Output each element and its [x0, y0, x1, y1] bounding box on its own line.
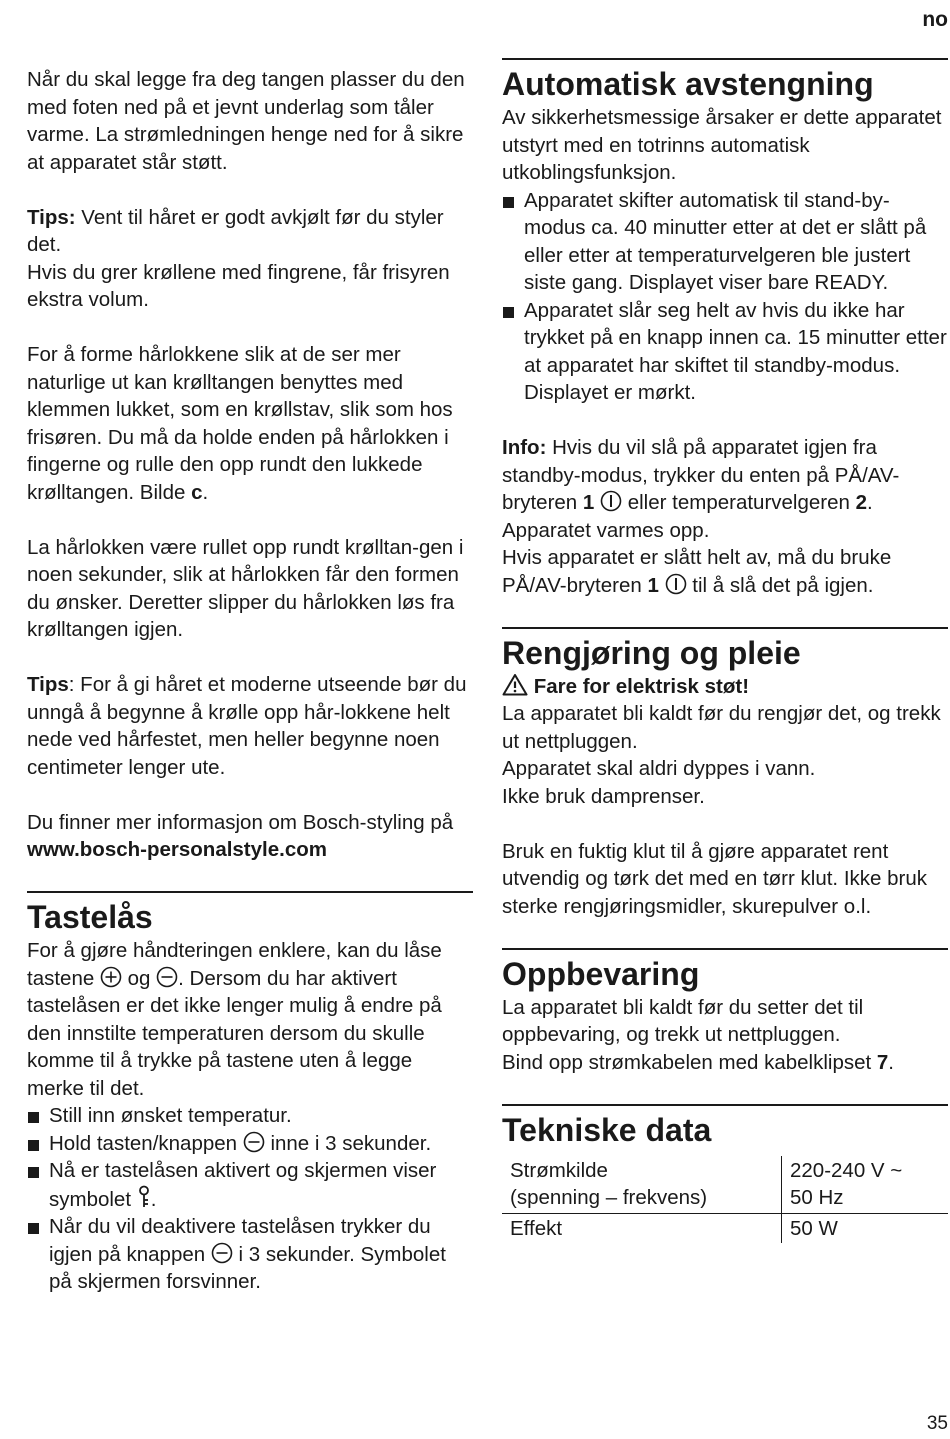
section-cleaning	[502, 627, 948, 921]
section-automatic-shutoff	[502, 58, 948, 599]
plus-circle-icon	[100, 966, 122, 988]
tips-text: : For å gi håret et moderne utseende bør du unngå å begynne å krølle opp hår-lokkene helt nede ved hårfestet, men heller begynne noen centimeter lenger ute.	[27, 673, 467, 779]
tips-text: Vent til håret er godt avkjølt før du styler det.	[27, 205, 444, 256]
ref-number: 2	[855, 491, 868, 514]
cleaning-p4: Bruk en fuktig klut til å gjøre apparatet rent utvendig og tørk det med en tørr klut. Ikke bruk sterke rengjøringsmidler, skurepulver o.l.	[502, 839, 927, 918]
tips-label: Tips:	[27, 205, 76, 229]
section-technical-data	[502, 1104, 948, 1244]
list-item	[27, 1130, 473, 1158]
table-row	[502, 1156, 948, 1214]
period: .	[202, 480, 209, 504]
tastelas-intro	[27, 937, 473, 1102]
list-item	[27, 1157, 473, 1213]
tastelas-steps	[27, 1102, 473, 1296]
section-title: Rengjøring og pleie	[502, 634, 801, 671]
b2-a: Hold tasten/knappen	[49, 1131, 243, 1155]
info-e: Hvis apparatet er slått helt av, må du bruke PÅ/AV-bryteren	[502, 546, 892, 597]
spec-key	[502, 1156, 782, 1214]
power-switch-icon	[665, 573, 687, 595]
list-item	[27, 1213, 473, 1296]
info-label: Info:	[502, 436, 547, 459]
language-code: no	[922, 8, 948, 31]
website-link[interactable]: www.bosch-personalstyle.com	[27, 838, 327, 861]
intro-b: og	[121, 966, 157, 990]
cleaning-p1: La apparatet bli kaldt før du rengjør det, og trekk ut nettpluggen.	[502, 702, 941, 753]
spec-table	[502, 1156, 948, 1244]
tips-cooling	[27, 204, 473, 314]
page-number: 35	[926, 1413, 948, 1434]
minus-circle-icon	[211, 1242, 233, 1264]
b4-a: Når du vil deaktivere tastelåsen trykker du igjen på knappen	[49, 1215, 431, 1266]
intro-a: For å gjøre håndteringen enklere, kan du låse tastene	[27, 939, 442, 990]
spec-key-b: (spenning – frekvens)	[510, 1186, 708, 1209]
intro-c: . Dersom du har aktivert tastelåsen er det ikke lenger mulig å endre på den innstilte temperaturen dersom du skulle komme til å trykke på tastene uten å legge merke til det.	[27, 966, 442, 1100]
minus-circle-icon	[156, 966, 178, 988]
storage-p2	[502, 1049, 948, 1077]
info-paragraph	[502, 434, 948, 599]
curl-text: For å forme hårlokkene slik at de ser mer naturlige ut kan krølltangen benyttes med klemmen lukket, som en krøllstav, slik som hos frisøren. Du må da holde enden på hårlokken i fingerne og rulle den opp rundt den lukkede krølltangen. Bilde	[27, 343, 453, 504]
tips-modern-look	[27, 671, 473, 781]
info-b: eller temperaturvelgeren	[622, 491, 856, 514]
info-a: Hvis du vil slå på apparatet igjen fra standby-modus, trykker du enten på PÅ/AV-bryteren	[502, 436, 900, 514]
section-title: Automatisk avstengning	[502, 66, 874, 102]
power-switch-icon	[600, 490, 622, 512]
storage-p1: La apparatet bli kaldt før du setter det til oppbevaring, og trekk ut nettpluggen.	[502, 995, 864, 1046]
spec-value	[782, 1156, 949, 1214]
list-item: Apparatet slår seg helt av hvis du ikke har trykket på en knapp innen ca. 15 minutter etter at apparatet har skiftet til standby-modus. Displayet er mørkt.	[502, 297, 948, 407]
b3-a: Nå er tastelåsen aktivert og skjermen viser symbolet	[49, 1159, 437, 1211]
auto-intro: Av sikkerhetsmessige årsaker er dette apparatet utstyrt med en totrinns automatisk utkoblingsfunksjon.	[502, 106, 942, 184]
info-f: til å slå det på igjen.	[686, 573, 874, 597]
spec-value-b: 50 Hz	[790, 1186, 844, 1209]
b2-b: inne i 3 sekunder.	[264, 1131, 432, 1155]
paragraph-curl-technique	[27, 341, 473, 506]
ref-number: 1	[582, 491, 595, 514]
tips-label: Tips	[27, 673, 69, 696]
ref-number: 1	[647, 573, 659, 597]
figure-ref: c	[191, 480, 203, 504]
list-item: Still inn ønsket temperatur.	[27, 1102, 473, 1130]
more-info-text: Du finner mer informasjon om Bosch-styling på	[27, 810, 454, 834]
minus-circle-icon	[243, 1131, 265, 1153]
list-item: Apparatet skifter automatisk til stand-by-modus ca. 40 minutter etter at det er slått på eller etter at temperaturvelgeren ble justert siste gang. Displayet viser bare READY.	[502, 187, 948, 297]
section-title: Tekniske data	[502, 1111, 712, 1148]
info-d: Apparatet varmes opp.	[502, 518, 710, 542]
warning-line	[502, 673, 948, 701]
section-storage	[502, 948, 948, 1077]
b4-b: i 3 sekunder. Symbolet på skjermen forsvinner.	[49, 1242, 446, 1293]
warning-text: Fare for elektrisk støt!	[533, 674, 750, 698]
right-column	[502, 58, 948, 1243]
spec-key: Effekt	[502, 1213, 782, 1243]
b3-b: .	[150, 1187, 157, 1211]
spec-value: 50 W	[790, 1216, 838, 1240]
section-title: Tastelås	[27, 899, 153, 935]
tips-text-2: Hvis du grer krøllene med fingrene, får frisyren ekstra volum.	[27, 260, 450, 311]
section-title: Oppbevaring	[502, 955, 700, 992]
cleaning-p3: Ikke bruk damprenser.	[502, 784, 705, 808]
spec-value-a: 220-240 V ~	[790, 1158, 903, 1182]
table-row	[502, 1213, 948, 1243]
key-lock-icon	[137, 1185, 151, 1209]
paragraph-hold-curl: La hårlokken være rullet opp rundt krølltan-gen i noen sekunder, slik at hårlokken får den formen du ønsker. Deretter slipper du hårlokken løs fra krølltangen igjen.	[27, 535, 464, 641]
paragraph-placement: Når du skal legge fra deg tangen plasser du den med foten ned på et jevnt underlag som tåler varme. La strømledningen henge ned for å sikre at apparatet står støtt.	[27, 68, 465, 174]
paragraph-more-info	[27, 809, 473, 864]
spec-key-a: Strømkilde	[510, 1158, 608, 1182]
info-c: .	[867, 491, 873, 514]
period: .	[888, 1050, 894, 1074]
section-tastelas	[27, 891, 473, 1296]
storage-text: Bind opp strømkabelen med kabelklipset	[502, 1050, 877, 1074]
warning-triangle-icon	[502, 673, 528, 696]
auto-list	[502, 187, 948, 407]
ref-number: 7	[876, 1050, 889, 1074]
cleaning-p2: Apparatet skal aldri dyppes i vann.	[502, 757, 816, 780]
left-column	[27, 66, 473, 1296]
